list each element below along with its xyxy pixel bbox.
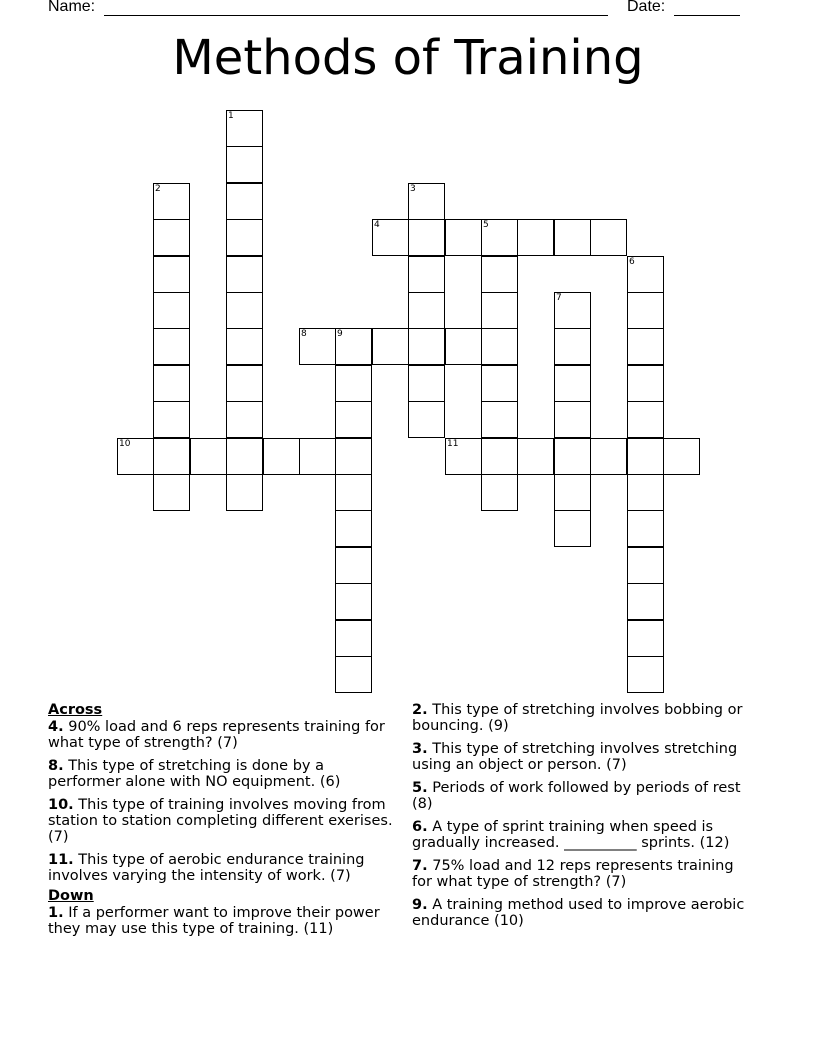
grid-cell[interactable] — [226, 474, 263, 511]
grid-cell[interactable] — [153, 474, 190, 511]
grid-cell[interactable] — [299, 328, 336, 365]
grid-cell[interactable] — [481, 256, 518, 293]
grid-cell[interactable] — [481, 292, 518, 329]
page-title: Methods of Training — [172, 30, 644, 86]
grid-cell[interactable] — [335, 656, 372, 693]
clue-text: A type of sprint training when speed is gradually increased. __________ sprints. (12) — [412, 819, 730, 851]
grid-cell[interactable] — [590, 438, 627, 475]
cell-number: 4 — [374, 220, 380, 230]
grid-cell[interactable] — [117, 438, 154, 475]
down-heading: Down — [48, 888, 94, 904]
grid-cell[interactable] — [153, 183, 190, 220]
grid-cell[interactable] — [226, 365, 263, 402]
clue-down-9 — [412, 897, 757, 929]
cell-number: 7 — [556, 293, 562, 303]
grid-cell[interactable] — [627, 510, 664, 547]
grid-cell[interactable] — [408, 219, 445, 256]
grid-cell[interactable] — [517, 219, 554, 256]
grid-cell[interactable] — [408, 256, 445, 293]
clue-number: 4. — [48, 719, 64, 735]
grid-cell[interactable] — [153, 401, 190, 438]
grid-cell[interactable] — [554, 510, 591, 547]
cell-number: 11 — [447, 439, 459, 449]
cell-number: 8 — [301, 329, 307, 339]
clue-number: 8. — [48, 758, 64, 774]
grid-cell[interactable] — [627, 620, 664, 657]
grid-cell[interactable] — [335, 328, 372, 365]
clue-down-6 — [412, 819, 757, 851]
clue-number: 11. — [48, 852, 74, 868]
grid-cell[interactable] — [590, 219, 627, 256]
grid-cell[interactable] — [627, 438, 664, 475]
clue-across-11 — [48, 852, 398, 884]
across-heading: Across — [48, 702, 103, 718]
clue-down-1 — [48, 905, 398, 937]
grid-cell[interactable] — [554, 292, 591, 329]
clue-text: If a performer want to improve their power they may use this type of training. (11) — [48, 905, 380, 937]
clue-text: Periods of work followed by periods of rest (8) — [412, 780, 741, 812]
grid-cell[interactable] — [627, 401, 664, 438]
clue-number: 7. — [412, 858, 428, 874]
grid-cell[interactable] — [554, 474, 591, 511]
clue-across-8 — [48, 758, 398, 790]
grid-cell[interactable] — [263, 438, 300, 475]
grid-cell[interactable] — [372, 219, 409, 256]
grid-cell[interactable] — [481, 219, 518, 256]
clue-across-10 — [48, 797, 398, 845]
grid-cell[interactable] — [408, 365, 445, 402]
clue-number: 2. — [412, 702, 428, 718]
clue-down-2 — [412, 702, 757, 734]
grid-cell[interactable] — [627, 656, 664, 693]
grid-cell[interactable] — [153, 365, 190, 402]
grid-cell[interactable] — [554, 365, 591, 402]
grid-cell[interactable] — [554, 219, 591, 256]
grid-cell[interactable] — [226, 401, 263, 438]
clue-text: 90% load and 6 reps represents training for what type of strength? (7) — [48, 719, 385, 751]
clue-number: 1. — [48, 905, 64, 921]
clue-down-3 — [412, 741, 757, 773]
grid-cell[interactable] — [481, 401, 518, 438]
clue-text: This type of stretching involves stretching using an object or person. (7) — [412, 741, 738, 773]
clue-text: This type of stretching is done by a performer alone with NO equipment. (6) — [48, 758, 341, 790]
grid-cell[interactable] — [226, 292, 263, 329]
grid-cell[interactable] — [226, 328, 263, 365]
grid-cell[interactable] — [445, 328, 482, 365]
grid-cell[interactable] — [627, 583, 664, 620]
clue-number: 3. — [412, 741, 428, 757]
grid-cell[interactable] — [153, 219, 190, 256]
clue-number: 5. — [412, 780, 428, 796]
grid-cell[interactable] — [408, 183, 445, 220]
cell-number: 6 — [629, 257, 635, 267]
cell-number: 1 — [228, 111, 234, 121]
grid-cell[interactable] — [445, 438, 482, 475]
clues-left-column — [48, 702, 398, 944]
date-label: Date: — [627, 0, 666, 15]
grid-cell[interactable] — [627, 365, 664, 402]
cell-number: 9 — [337, 329, 343, 339]
clue-number: 10. — [48, 797, 74, 813]
clue-text: This type of stretching involves bobbing or bouncing. (9) — [412, 702, 743, 734]
grid-cell[interactable] — [335, 583, 372, 620]
grid-cell[interactable] — [517, 438, 554, 475]
clue-text: This type of aerobic endurance training involves varying the intensity of work. (7) — [48, 852, 365, 884]
grid-cell[interactable] — [335, 620, 372, 657]
clue-number: 9. — [412, 897, 428, 913]
grid-cell[interactable] — [335, 365, 372, 402]
grid-cell[interactable] — [226, 183, 263, 220]
grid-cell[interactable] — [554, 438, 591, 475]
grid-cell[interactable] — [408, 328, 445, 365]
name-label: Name: — [48, 0, 96, 15]
grid-cell[interactable] — [627, 292, 664, 329]
grid-cell[interactable] — [372, 328, 409, 365]
grid-cell[interactable] — [335, 510, 372, 547]
grid-cell[interactable] — [190, 438, 227, 475]
clue-text: A training method used to improve aerobic endurance (10) — [412, 897, 745, 929]
grid-cell[interactable] — [554, 401, 591, 438]
grid-cell[interactable] — [299, 438, 336, 475]
grid-cell[interactable] — [335, 438, 372, 475]
grid-cell[interactable] — [153, 256, 190, 293]
clue-text: This type of training involves moving from station to station completing different exerises. (7) — [48, 797, 393, 845]
grid-cell[interactable] — [226, 219, 263, 256]
grid-cell[interactable] — [481, 474, 518, 511]
cell-number: 5 — [483, 220, 489, 230]
grid-cell[interactable] — [153, 328, 190, 365]
cell-number: 10 — [119, 439, 131, 449]
grid-cell[interactable] — [627, 256, 664, 293]
clue-text: 75% load and 12 reps represents training for what type of strength? (7) — [412, 858, 734, 890]
grid-cell[interactable] — [335, 401, 372, 438]
grid-cell[interactable] — [226, 110, 263, 147]
grid-cell[interactable] — [554, 328, 591, 365]
grid-cell[interactable] — [627, 474, 664, 511]
grid-cell[interactable] — [481, 328, 518, 365]
grid-cell[interactable] — [445, 219, 482, 256]
clue-number: 6. — [412, 819, 428, 835]
clue-down-7 — [412, 858, 757, 890]
grid-cell[interactable] — [335, 547, 372, 584]
grid-cell[interactable] — [627, 328, 664, 365]
cell-number: 3 — [410, 184, 416, 194]
grid-cell[interactable] — [481, 365, 518, 402]
cell-number: 2 — [155, 184, 161, 194]
grid-cell[interactable] — [226, 438, 263, 475]
grid-cell[interactable] — [408, 401, 445, 438]
grid-cell[interactable] — [663, 438, 700, 475]
grid-cell[interactable] — [153, 292, 190, 329]
grid-cell[interactable] — [335, 474, 372, 511]
clue-across-4 — [48, 719, 398, 751]
clues-right-column — [412, 702, 757, 936]
grid-cell[interactable] — [481, 438, 518, 475]
grid-cell[interactable] — [226, 146, 263, 183]
clue-down-5 — [412, 780, 757, 812]
grid-cell[interactable] — [627, 547, 664, 584]
grid-cell[interactable] — [153, 438, 190, 475]
grid-cell[interactable] — [408, 292, 445, 329]
grid-cell[interactable] — [226, 256, 263, 293]
